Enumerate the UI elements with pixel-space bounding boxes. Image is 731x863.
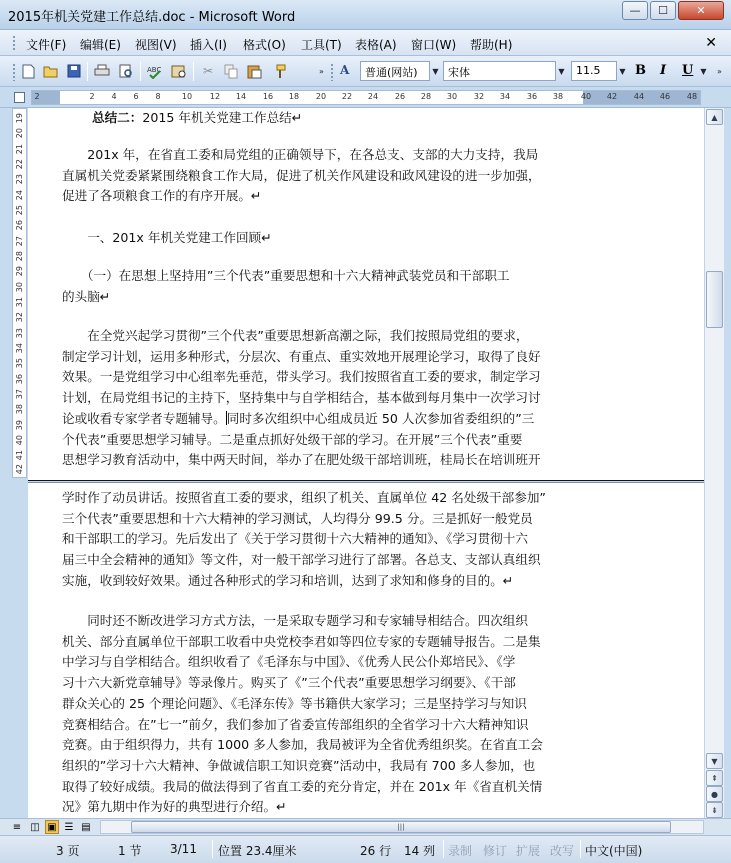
status-position: 位置 23.4厘米 bbox=[218, 844, 297, 858]
vertical-ruler[interactable] bbox=[12, 108, 27, 478]
print-layout-view-icon[interactable]: ▣ bbox=[45, 820, 59, 834]
text-line: 机关、部分直属单位干部职工收看中央党校李君如等四位专家的专题辅导报告。二是集 bbox=[62, 633, 541, 649]
print-icon[interactable] bbox=[94, 63, 110, 79]
previous-page-icon[interactable]: ⇞ bbox=[706, 770, 723, 786]
vruler-tick: 25 bbox=[15, 205, 24, 216]
vruler-tick: 22 bbox=[15, 159, 24, 170]
title-bar bbox=[0, 0, 731, 30]
vruler-tick: 41 bbox=[15, 450, 24, 461]
text-segment: 论或收看专家学者专题辅导。 bbox=[62, 410, 226, 426]
status-section: 1 节 bbox=[118, 844, 142, 858]
heading-text: 2015 年机关党建工作总结↵ bbox=[142, 110, 303, 125]
ruler-tick: 26 bbox=[394, 92, 406, 101]
vruler-tick: 21 bbox=[15, 144, 24, 155]
ruler-tick: 30 bbox=[446, 92, 458, 101]
horizontal-scroll-thumb[interactable]: ||| bbox=[131, 821, 671, 833]
ruler-tick: 2 bbox=[89, 92, 95, 101]
vruler-tick: 35 bbox=[15, 358, 24, 369]
status-record[interactable]: 录制 bbox=[448, 844, 473, 858]
ruler-tick: 44 bbox=[633, 92, 645, 101]
status-track-changes[interactable]: 修订 bbox=[483, 844, 508, 858]
menu-view[interactable]: 视图(V) bbox=[135, 38, 177, 52]
text-line: 群众关心的 25 个理论问题》、《毛泽东传》等书籍供大家学习；三是坚持学习与知识 bbox=[62, 695, 527, 711]
format-toolbar-grip[interactable] bbox=[330, 63, 334, 81]
document-close-button[interactable]: ✕ bbox=[705, 35, 717, 51]
close-button[interactable]: ✕ bbox=[678, 1, 724, 20]
underline-button[interactable]: U bbox=[682, 63, 694, 78]
vruler-tick: 37 bbox=[15, 389, 24, 400]
vruler-tick: 31 bbox=[15, 297, 24, 308]
vruler-tick: 27 bbox=[15, 236, 24, 247]
font-size-dropdown-chevron-down-icon[interactable]: ▼ bbox=[619, 66, 626, 76]
text-line: 效果。一是党组学习中心组率先垂范，带头学习。我们按照省直工委的要求，制定学习 bbox=[62, 369, 541, 385]
vruler-tick: 38 bbox=[15, 404, 24, 415]
toolbar-grip[interactable] bbox=[12, 63, 16, 81]
status-bar bbox=[0, 835, 731, 863]
text-line: 个代表”重要思想学习辅导。二是重点抓好处级干部的学习。在开展”三个代表”重要 bbox=[62, 431, 523, 447]
text-line: 竞赛。由于组织得力，共有 1000 多人参加，我局被评为全省优秀组织奖。在省直工会 bbox=[62, 737, 543, 753]
menu-help[interactable]: 帮助(H) bbox=[470, 38, 513, 52]
menu-insert[interactable]: 插入(I) bbox=[190, 38, 227, 52]
styles-and-formatting-icon[interactable]: A bbox=[340, 63, 350, 77]
normal-view-icon[interactable]: ≡ bbox=[12, 821, 22, 833]
font-select[interactable]: 宋体 bbox=[443, 61, 556, 81]
ruler-tick: 36 bbox=[526, 92, 538, 101]
reading-view-icon[interactable]: ▤ bbox=[81, 821, 91, 833]
vruler-tick: 24 bbox=[15, 190, 24, 201]
vertical-scrollbar[interactable] bbox=[704, 108, 724, 818]
paragraph[interactable] bbox=[62, 611, 543, 818]
ruler-tick: 22 bbox=[341, 92, 353, 101]
text-line: 组织的”学习十六大精神、争做诚信职工知识竞赛”活动中，我局有 700 多人参加，也 bbox=[62, 757, 536, 773]
text-line: 学时作了动员讲话。按照省直工委的要求，组织了机关、直属单位 42 名处级干部参加” bbox=[62, 490, 546, 505]
copy-icon[interactable] bbox=[223, 63, 239, 79]
print-preview-icon[interactable] bbox=[118, 63, 134, 79]
ruler-tick: 8 bbox=[155, 92, 161, 101]
status-column: 14 列 bbox=[404, 844, 436, 858]
underline-dropdown-chevron-down-icon[interactable]: ▼ bbox=[700, 66, 707, 76]
vruler-tick: 28 bbox=[15, 251, 24, 262]
menu-grip[interactable] bbox=[12, 35, 16, 51]
font-size-select[interactable]: 11.5 bbox=[571, 61, 617, 81]
text-line: 届三中全会精神的通知》等文件，对一般干部学习进行了部署。各总支、支部认真组织 bbox=[62, 552, 541, 568]
toolbar-separator bbox=[87, 62, 88, 81]
text-line: 习十六大新党章辅导》等录像片。购买了《”三个代表”重要思想学习纲要》、《干部 bbox=[62, 675, 516, 691]
status-language[interactable]: 中文(中国) bbox=[585, 844, 643, 858]
vruler-tick: 33 bbox=[15, 328, 24, 339]
heading-label: 总结二： bbox=[92, 110, 143, 125]
window-title: 2015年机关党建工作总结.doc - Microsoft Word bbox=[8, 10, 296, 25]
ruler-tick: 10 bbox=[181, 92, 193, 101]
ruler-tick: 40 bbox=[580, 92, 592, 101]
page-break bbox=[28, 480, 704, 483]
ruler-tick: 16 bbox=[262, 92, 274, 101]
vruler-tick: 39 bbox=[15, 420, 24, 431]
ruler-tick: 38 bbox=[552, 92, 564, 101]
vruler-tick: 34 bbox=[15, 343, 24, 354]
tab-selector[interactable] bbox=[14, 92, 25, 103]
scroll-thumb[interactable] bbox=[706, 271, 723, 328]
ruler-tick: 12 bbox=[209, 92, 221, 101]
text-line: 制定学习计划，运用多种形式，分层次、有重点、重实效地开展理论学习，取得了良好 bbox=[62, 348, 541, 364]
status-page: 3 页 bbox=[56, 844, 80, 858]
status-separator bbox=[443, 840, 444, 858]
vruler-tick: 26 bbox=[15, 220, 24, 231]
text-line: 况》第九期中作为好的典型进行介绍。↵ bbox=[62, 799, 287, 815]
cut-icon[interactable]: ✂ bbox=[202, 64, 214, 78]
paragraph[interactable] bbox=[62, 145, 541, 207]
text-line: 的头脑↵ bbox=[62, 288, 111, 304]
ruler-tick: 14 bbox=[235, 92, 247, 101]
menu-bar bbox=[0, 30, 731, 56]
vruler-tick: 29 bbox=[15, 266, 24, 277]
vruler-tick: 32 bbox=[15, 312, 24, 323]
bold-button[interactable]: B bbox=[635, 63, 646, 78]
document-heading[interactable] bbox=[92, 108, 302, 129]
research-icon[interactable] bbox=[171, 63, 187, 79]
document-area[interactable] bbox=[28, 108, 704, 818]
ruler-tick: 32 bbox=[473, 92, 485, 101]
menu-table[interactable]: 表格(A) bbox=[355, 38, 397, 52]
format-toolbar-options-chevron-icon[interactable]: » bbox=[717, 66, 722, 76]
ruler-tick: 20 bbox=[315, 92, 327, 101]
font-dropdown-chevron-down-icon[interactable]: ▼ bbox=[558, 66, 565, 76]
vruler-tick: 36 bbox=[15, 374, 24, 385]
save-icon[interactable] bbox=[66, 63, 82, 79]
italic-button[interactable]: I bbox=[660, 63, 667, 78]
horizontal-scrollbar[interactable] bbox=[100, 820, 704, 834]
menu-tools[interactable]: 工具(T) bbox=[301, 38, 342, 52]
minimize-button[interactable]: — bbox=[622, 1, 648, 20]
toolbar bbox=[0, 56, 731, 87]
paragraph[interactable] bbox=[62, 488, 546, 592]
text-line: 中学习与自学相结合。组织收看了《毛泽东与中国》、《优秀人民公仆郑培民》、《学 bbox=[62, 654, 516, 670]
text-line: 同时还不断改进学习方式方法，一是采取专题学习和专家辅导相结合。四次组织 bbox=[62, 613, 528, 628]
text-line: 201x 年，在省直工委和局党组的正确领导下，在各总支、支部的大力支持，我局 bbox=[62, 147, 539, 162]
text-line: 思想学习教育活动中，集中两天时间，举办了在肥处级干部培训班，桂局长在培训班开 bbox=[62, 452, 541, 468]
text-line: 直属机关党委紧紧围绕粮食工作大局，促进了机关作风建设和政风建设的进一步加强， bbox=[62, 167, 541, 183]
browse-object-icon[interactable]: ● bbox=[706, 786, 723, 802]
status-separator bbox=[212, 840, 213, 858]
scroll-down-icon[interactable]: ▼ bbox=[706, 753, 723, 769]
text-line: （一）在思想上坚持用”三个代表”重要思想和十六大精神武装党员和干部职工 bbox=[62, 268, 510, 283]
ruler-tick: 4 bbox=[111, 92, 117, 101]
horizontal-ruler[interactable] bbox=[31, 90, 701, 105]
status-separator bbox=[580, 840, 581, 858]
maximize-button[interactable]: ☐ bbox=[650, 1, 676, 20]
text-line: 促进了各项粮食工作的有序开展。↵ bbox=[62, 188, 262, 204]
style-dropdown-chevron-down-icon[interactable]: ▼ bbox=[432, 66, 439, 76]
outline-view-icon[interactable]: ☰ bbox=[64, 821, 74, 833]
status-extend[interactable]: 扩展 bbox=[516, 844, 541, 858]
section-heading[interactable]: 一、201x 年机关党建工作回顾↵ bbox=[62, 230, 272, 245]
toolbar-separator bbox=[193, 62, 194, 81]
toolbar-separator bbox=[140, 62, 141, 81]
text-line: 和干部职工的学习。先后发出了《关于学习贯彻十六大精神的通知》、《学习贯彻十六 bbox=[62, 531, 528, 547]
vruler-tick: 42 bbox=[15, 464, 24, 475]
ruler-tick: 6 bbox=[133, 92, 139, 101]
text-line: 实施，收到较好效果。通过各种形式的学习和培训，达到了求知和修身的目的。↵ bbox=[62, 572, 514, 588]
ruler-tick: 48 bbox=[686, 92, 698, 101]
ruler-tick: 34 bbox=[499, 92, 511, 101]
text-line-with-cursor bbox=[62, 409, 541, 430]
text-segment: 同时多次组织中心组成员近 50 人次参加省委组织的”三 bbox=[226, 410, 535, 426]
ruler-tick: 28 bbox=[420, 92, 432, 101]
status-overtype[interactable]: 改写 bbox=[550, 844, 575, 858]
svg-text:ABC: ABC bbox=[147, 65, 162, 74]
new-icon[interactable] bbox=[20, 63, 36, 79]
menu-window[interactable]: 窗口(W) bbox=[411, 38, 457, 52]
vruler-tick: 40 bbox=[15, 435, 24, 446]
scroll-up-icon[interactable]: ▲ bbox=[706, 109, 723, 125]
next-page-icon[interactable]: ⇟ bbox=[706, 802, 723, 818]
web-view-icon[interactable]: ◫ bbox=[30, 821, 40, 833]
vruler-tick: 19 bbox=[15, 113, 24, 124]
toolbar-options-chevron-icon[interactable]: » bbox=[319, 66, 324, 76]
ruler-tick: 2 bbox=[34, 92, 40, 101]
text-line: 计划，在局党组书记的主持下，坚持集中与自学相结合，基本做到每月集中一次学习讨 bbox=[62, 390, 541, 406]
vruler-tick: 23 bbox=[15, 174, 24, 185]
subsection-heading[interactable] bbox=[62, 266, 510, 307]
vruler-tick: 30 bbox=[15, 282, 24, 293]
paste-icon[interactable] bbox=[246, 63, 262, 79]
text-line: 三个代表”重要思想和十六大精神的学习测试，人均得分 99.5 分。三是抓好一般党员 bbox=[62, 510, 533, 526]
menu-file[interactable]: 文件(F) bbox=[26, 38, 67, 52]
ruler-tick: 46 bbox=[659, 92, 671, 101]
style-select[interactable]: 普通(网站) bbox=[360, 61, 430, 81]
spelling-icon[interactable] bbox=[147, 63, 163, 79]
ruler-bar bbox=[0, 87, 731, 108]
ruler-tick: 24 bbox=[367, 92, 379, 101]
format-painter-icon[interactable] bbox=[270, 63, 286, 79]
ruler-tick: 42 bbox=[606, 92, 618, 101]
text-line: 取得了较好成绩。我局的做法得到了省直工委的充分肯定，并在 201x 年《省直机关情 bbox=[62, 778, 543, 794]
view-and-hscroll-bar bbox=[0, 818, 731, 835]
text-line: 在全党兴起学习贯彻”三个代表”重要思想新高潮之际，我们按照局党组的要求， bbox=[62, 328, 529, 343]
ruler-tick: 18 bbox=[288, 92, 300, 101]
status-line: 26 行 bbox=[360, 844, 392, 858]
menu-edit[interactable]: 编辑(E) bbox=[80, 38, 121, 52]
text-line: 竞赛相结合。在”七一”前夕，我们参加了省委宣传部组织的全省学习十六大精神知识 bbox=[62, 716, 529, 732]
paragraph[interactable] bbox=[62, 326, 541, 471]
vruler-tick: 20 bbox=[15, 128, 24, 139]
open-icon[interactable] bbox=[43, 63, 59, 79]
menu-format[interactable]: 格式(O) bbox=[243, 38, 286, 52]
status-page-count: 3/11 bbox=[170, 842, 197, 856]
